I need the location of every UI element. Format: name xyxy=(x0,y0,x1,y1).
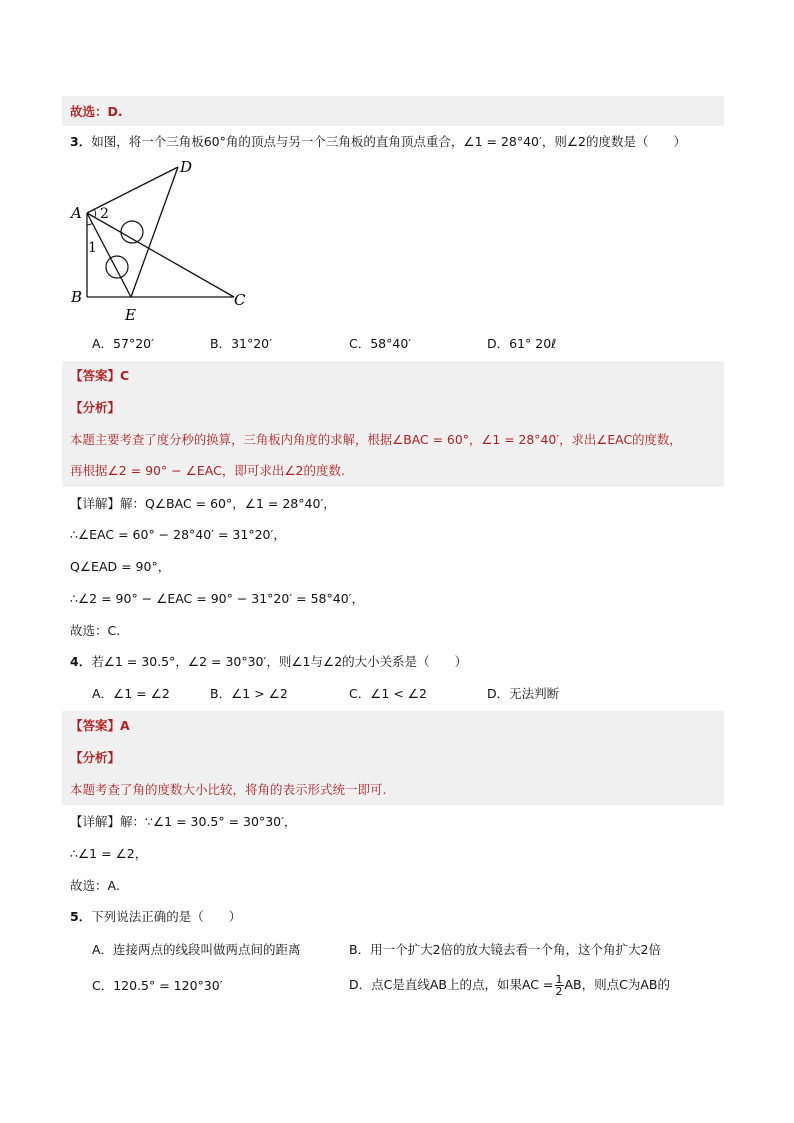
label-angle-1: 1 xyxy=(88,240,97,256)
label-angle-2: 2 xyxy=(100,206,109,222)
q3-figure xyxy=(66,155,266,325)
q5-option-d-pre: D．点C是直线AB上的点，如果AC = xyxy=(349,977,554,992)
q5-option-b[interactable]: B．用一个扩大2倍的放大镜去看一个角，这个角扩大2倍 xyxy=(349,942,661,957)
answer-block-top xyxy=(62,96,724,126)
q5-number: 5． xyxy=(70,909,92,924)
label-d: D xyxy=(180,158,193,176)
ruler-hole-lower xyxy=(106,256,128,278)
q4-stem: 若∠1 = 30.5°，∠2 = 30°30′，则∠1与∠2的大小关系是（ ） xyxy=(91,654,468,669)
q4-analysis-label: 【分析】 xyxy=(70,750,121,765)
q3-stem-line xyxy=(70,132,686,152)
q3-option-c[interactable]: C．58°40′ xyxy=(349,336,412,351)
q3-detail-line-1: 【详解】解：Q∠BAC = 60°，∠1 = 28°40′， xyxy=(70,496,336,511)
angle-arc-1 xyxy=(87,223,93,225)
q3-analysis-line-1: 本题主要考查了度分秒的换算，三角板内角度的求解，根据∠BAC = 60°，∠1 = 28°40′，求出∠EAC的度数， xyxy=(70,432,682,447)
q5-option-c[interactable]: C．120.5° = 120°30′ xyxy=(92,978,223,993)
fraction-denominator: 2 xyxy=(555,985,563,998)
q4-option-b[interactable]: B．∠1 > ∠2 xyxy=(210,686,288,701)
q4-detail-line-1: 【详解】解：∵∠1 = 30.5° = 30°30′， xyxy=(70,814,297,829)
q3-analysis-label: 【分析】 xyxy=(70,400,121,415)
ruler-hole-upper xyxy=(121,221,143,243)
q3-answer: 【答案】C xyxy=(70,368,130,383)
fraction-one-half xyxy=(555,974,564,997)
q5-option-d-post: AB，则点C为AB的 xyxy=(564,977,670,992)
q4-number: 4． xyxy=(70,654,92,669)
q4-answer: 【答案】A xyxy=(70,718,130,733)
q3-option-d[interactable]: D．61° 20ℓ xyxy=(487,336,557,351)
q3-detail-line-2: ∴∠EAC = 60° − 28°40′ = 31°20′， xyxy=(70,527,286,542)
q3-detail-line-4: ∴∠2 = 90° − ∠EAC = 90° − 31°20′ = 58°40′， xyxy=(70,591,364,606)
choose-line: 故选：D. xyxy=(70,104,123,119)
q3-option-b[interactable]: B．31°20′ xyxy=(210,336,272,351)
q3-detail-line-3: Q∠EAD = 90°， xyxy=(70,559,171,574)
label-e: E xyxy=(125,306,136,324)
label-b: B xyxy=(71,288,83,306)
q5-option-d[interactable] xyxy=(349,974,670,997)
q5-stem: 下列说法正确的是（ ） xyxy=(91,909,242,924)
q4-option-d[interactable]: D．无法判断 xyxy=(487,686,560,701)
q5-option-a[interactable]: A．连接两点的线段叫做两点间的距离 xyxy=(92,942,301,957)
q4-choose: 故选：A. xyxy=(70,878,120,893)
q4-option-a[interactable]: A．∠1 = ∠2 xyxy=(92,686,170,701)
q4-analysis-line-1: 本题考查了角的度数大小比较，将角的表示形式统一即可. xyxy=(70,782,387,797)
q4-stem-line xyxy=(70,652,467,672)
q4-detail-line-2: ∴∠1 = ∠2， xyxy=(70,846,148,861)
fraction-numerator: 1 xyxy=(555,973,563,986)
q4-option-c[interactable]: C．∠1 < ∠2 xyxy=(349,686,427,701)
q3-stem: 如图，将一个三角板60°角的顶点与另一个三角板的直角顶点重合，∠1 = 28°40′，则∠2的度数是（ ） xyxy=(91,134,686,149)
q3-analysis-line-2: 再根据∠2 = 90° − ∠EAC，即可求出∠2的度数. xyxy=(70,463,345,478)
label-c: C xyxy=(234,291,246,309)
angle-arc-2 xyxy=(94,209,96,217)
q3-option-a[interactable]: A．57°20′ xyxy=(92,336,154,351)
q3-choose: 故选：C. xyxy=(70,623,121,638)
label-a: A xyxy=(71,204,82,222)
q3-number: 3． xyxy=(70,134,92,149)
q5-stem-line xyxy=(70,907,241,927)
